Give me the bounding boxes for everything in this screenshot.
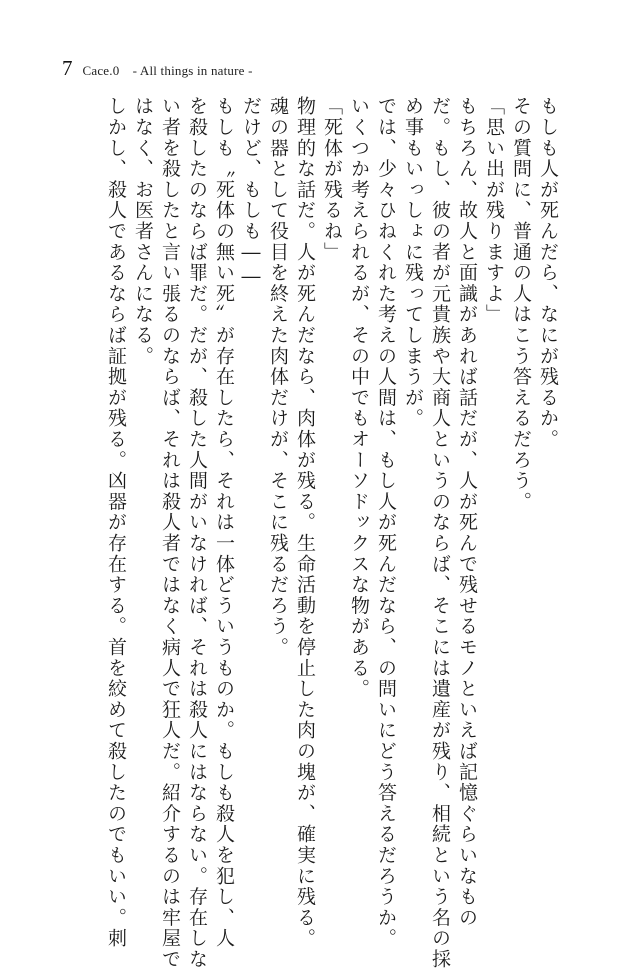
text-line-8: いくつか考えられるが、その中でもオーソドックスな物がある。 xyxy=(348,96,370,700)
text-line-7: では、少々ひねくれた考えの人間は、もし人が死んだなら、の問いにどう答えるだろうか。 xyxy=(375,96,397,949)
text-line-2: その質問に、普通の人はこう答えるだろう。 xyxy=(510,96,532,512)
text-line-14: を殺したのならば罪だ。だが、殺した人間がいなければ、それは殺人にはならない。存在しな xyxy=(186,96,208,970)
text-line-15: い者を殺したと言い張るのならば、それは殺人者ではなく病人で狂人だ。紹介するのは牢屋で xyxy=(159,96,181,970)
text-line-12: だけど、もしも―― xyxy=(240,96,262,290)
page-number: 7 xyxy=(62,56,73,80)
text-line-10: 物理的な話だ。人が死んだなら、肉体が残る。生命活動を停止した肉の塊が、確実に残る。 xyxy=(294,96,316,949)
text-line-17: しかし、殺人であるならば証拠が残る。凶器が存在する。首を絞めて殺したのでもいい。刺 xyxy=(105,96,127,949)
text-line-4: もちろん、故人と面識があれば話だが、人が死んで残せるモノといえば記憶ぐらいなもの xyxy=(456,96,478,928)
text-line-11: 魂の器として役目を終えた肉体だけが、そこに残るだろう。 xyxy=(267,96,289,658)
text-line-3: 「思い出が残りますよ」 xyxy=(483,96,505,325)
text-line-6: め事もいっしょに残ってしまうが。 xyxy=(402,96,424,429)
chapter-title: Cace.0 - All things in nature - xyxy=(82,63,253,78)
vertical-text-body xyxy=(82,96,560,970)
text-line-13: もしも〝死体の無い死〟が存在したら、それは一体どういうものか。もしも殺人を犯し、人 xyxy=(213,96,235,949)
text-line-9: 「死体が残るね」 xyxy=(321,96,343,263)
text-line-16: はなく、お医者さんになる。 xyxy=(132,96,154,367)
text-line-5: だ。もし、彼の者が元貴族や大商人というのならば、そこには遺産が残り、相続という名の採 xyxy=(429,96,451,970)
page-header xyxy=(62,58,253,79)
text-line-1: もしも人が死んだら、なにが残るか。 xyxy=(537,96,559,450)
